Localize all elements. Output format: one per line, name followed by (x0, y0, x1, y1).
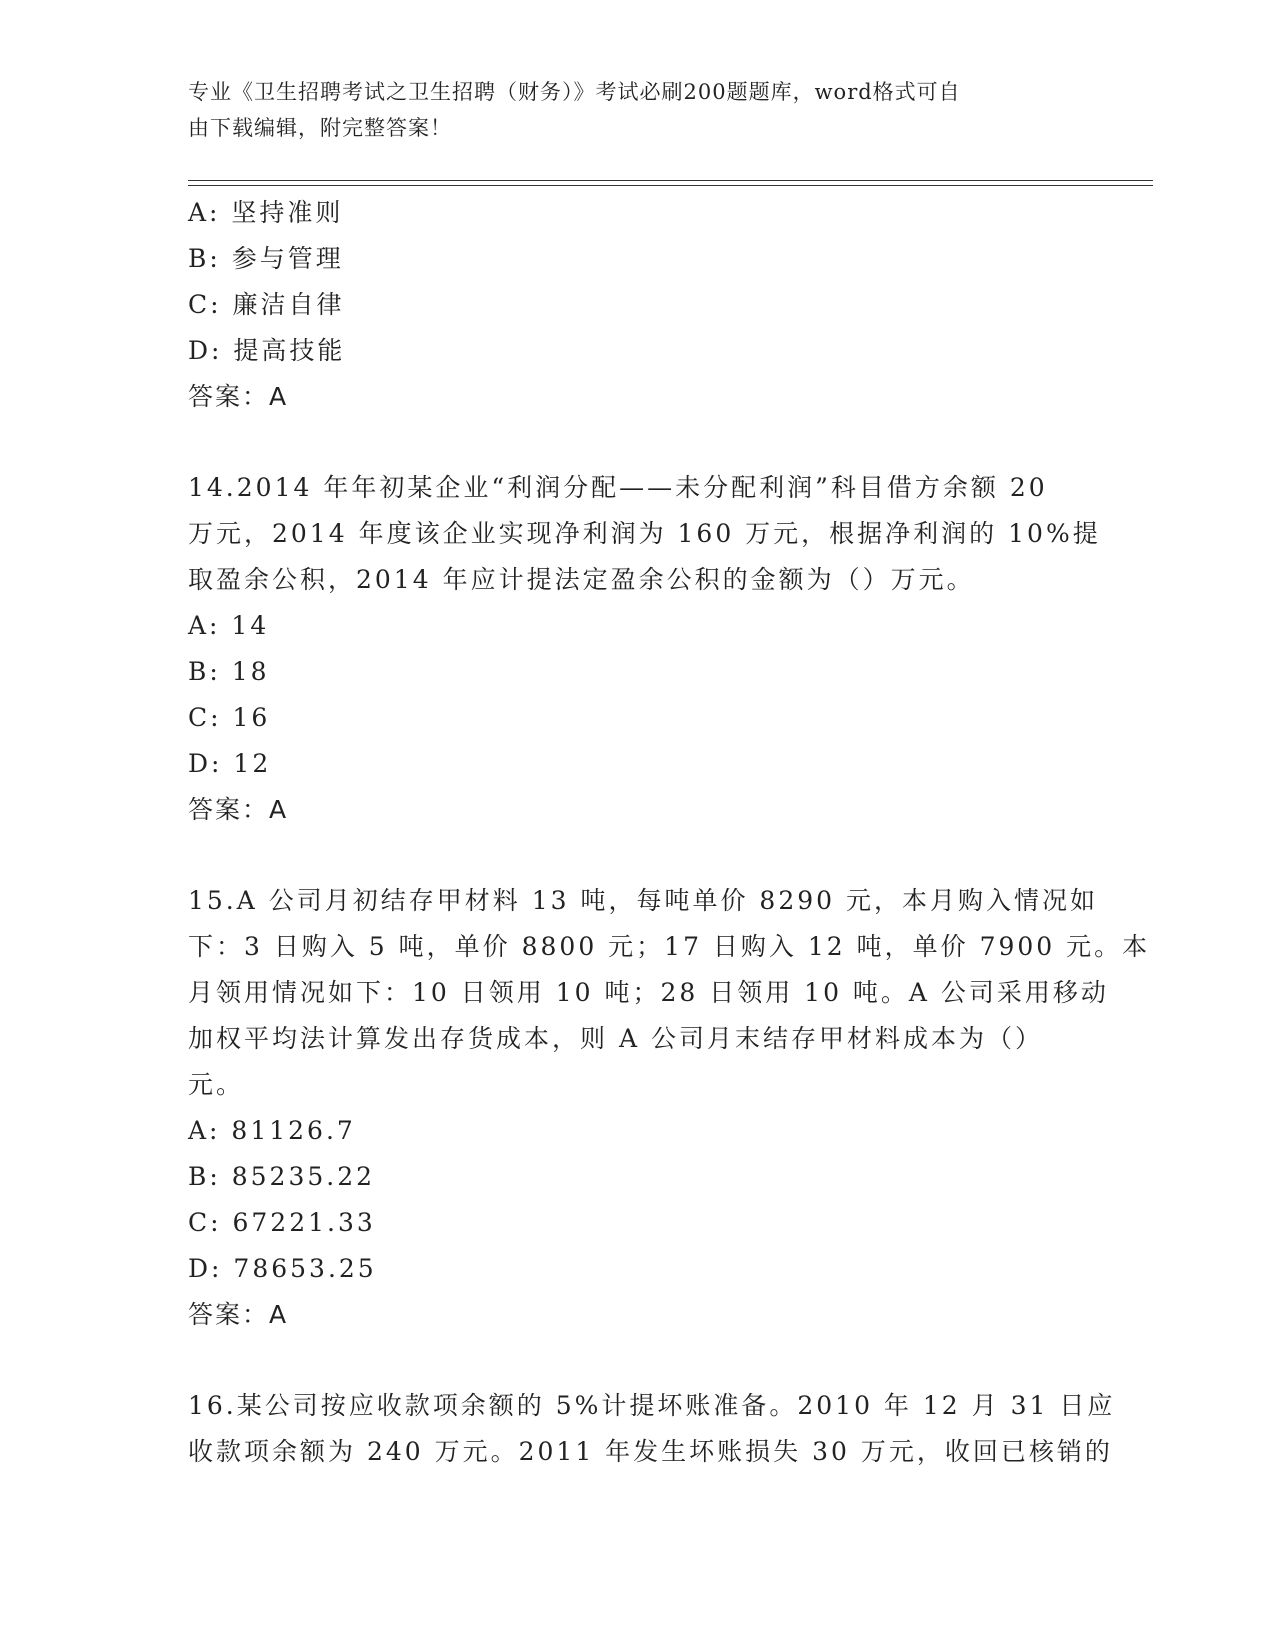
option-a: A: 14 (188, 611, 270, 640)
question-content (188, 190, 1151, 1475)
header-divider-bottom (188, 185, 1153, 186)
question-text-line: 加权平均法计算发出存货成本，则 A 公司月末结存甲材料成本为（） (188, 1024, 1043, 1053)
answer: 答案：A (188, 795, 289, 824)
answer: 答案：A (188, 1300, 289, 1329)
question-text-line: 元。 (188, 1070, 245, 1099)
option-d: D: 提高技能 (188, 336, 346, 365)
question-text-line: 取盈余公积，2014 年应计提法定盈余公积的金额为（）万元。 (188, 565, 975, 594)
option-a: A: 坚持准则 (188, 198, 344, 227)
question-text-line: 16.某公司按应收款项余额的 5%计提坏账准备。2010 年 12 月 31 日应 (188, 1391, 1116, 1420)
question-text-line: 14.2014 年年初某企业“利润分配——未分配利润”科目借方余额 20 (188, 473, 1048, 502)
option-d: D: 78653.25 (188, 1254, 377, 1283)
question-text-line: 收款项余额为 240 万元。2011 年发生坏账损失 30 万元，收回已核销的 (188, 1437, 1113, 1466)
option-b: B: 18 (188, 657, 270, 686)
option-b: B: 参与管理 (188, 244, 344, 273)
option-d: D: 12 (188, 749, 272, 778)
header-divider-top (188, 180, 1153, 181)
question-text-line: 下：3 日购入 5 吨，单价 8800 元；17 日购入 12 吨，单价 7900 元。本 (188, 932, 1151, 961)
option-c: C: 67221.33 (188, 1208, 376, 1237)
option-b: B: 85235.22 (188, 1162, 376, 1191)
answer: 答案：A (188, 382, 289, 411)
header-line-1: 专业《卫生招聘考试之卫生招聘（财务）》考试必刷200题题库，word格式可自 (188, 80, 961, 104)
question-16 (188, 1383, 1116, 1475)
question-text-line: 万元，2014 年度该企业实现净利润为 160 万元，根据净利润的 10%提 (188, 519, 1101, 548)
document-header (188, 74, 1068, 146)
header-line-2: 由下载编辑，附完整答案！ (188, 116, 452, 140)
option-c: C: 16 (188, 703, 271, 732)
question-text-line: 月领用情况如下：10 日领用 10 吨；28 日领用 10 吨。A 公司采用移动 (188, 978, 1109, 1007)
question-13 (188, 190, 1088, 420)
question-14 (188, 465, 1101, 833)
option-a: A: 81126.7 (188, 1116, 356, 1145)
question-15 (188, 878, 1151, 1338)
option-c: C: 廉洁自律 (188, 290, 345, 319)
question-text-line: 15.A 公司月初结存甲材料 13 吨，每吨单价 8290 元，本月购入情况如 (188, 886, 1098, 915)
